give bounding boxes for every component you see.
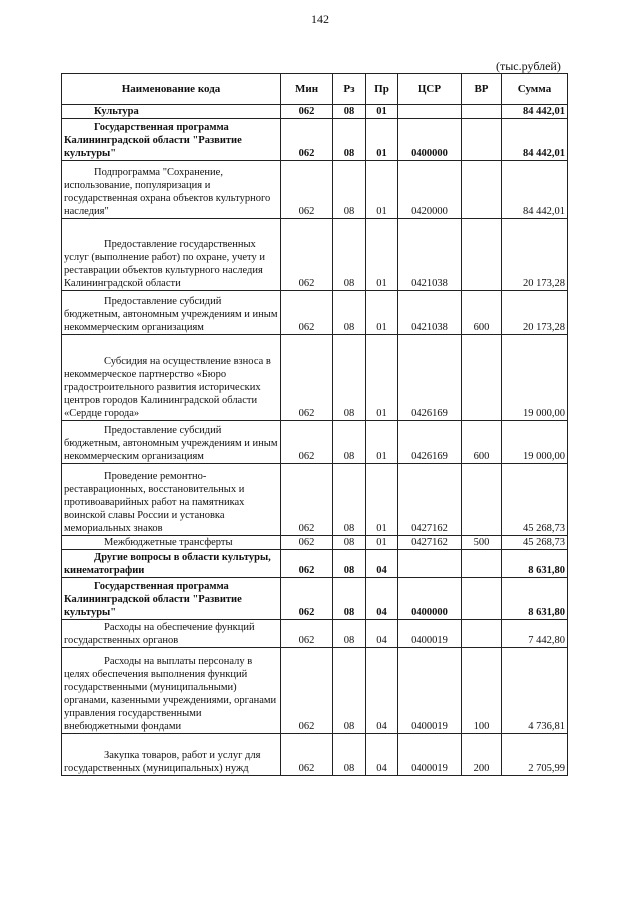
cell-csr: 0426169	[398, 335, 462, 421]
cell-csr: 0421038	[398, 291, 462, 335]
cell-csr: 0400000	[398, 119, 462, 161]
cell-csr: 0400019	[398, 648, 462, 734]
page-number: 142	[311, 12, 329, 26]
cell-vr: 600	[462, 291, 502, 335]
table-row	[62, 219, 568, 291]
header-sum: Сумма	[502, 74, 568, 105]
cell-name: Межбюджетные трансферты	[62, 536, 281, 550]
cell-name: Расходы на выплаты персоналу в целях обеспечения выполнения функций государственными (муниципальными) органами, казенными учреждениями, органами управления государственными внебюджетными фондами	[62, 648, 281, 734]
cell-min: 062	[281, 550, 333, 578]
cell-name: Подпрограмма "Сохранение, использование, популяризация и государственная охрана объектов культурного наследия"	[62, 161, 281, 219]
cell-csr	[398, 550, 462, 578]
header-name: Наименование кода	[62, 74, 281, 105]
cell-csr	[398, 105, 462, 119]
header-csr: ЦСР	[398, 74, 462, 105]
cell-pr: 01	[366, 161, 398, 219]
cell-pr: 04	[366, 550, 398, 578]
cell-min: 062	[281, 648, 333, 734]
cell-rz: 08	[333, 335, 366, 421]
table-row	[62, 620, 568, 648]
cell-min: 062	[281, 335, 333, 421]
cell-pr: 01	[366, 219, 398, 291]
cell-min: 062	[281, 578, 333, 620]
cell-csr: 0420000	[398, 161, 462, 219]
cell-csr: 0427162	[398, 536, 462, 550]
cell-vr	[462, 464, 502, 536]
cell-rz: 08	[333, 536, 366, 550]
cell-sum: 2 705,99	[502, 734, 568, 776]
cell-min: 062	[281, 464, 333, 536]
cell-vr	[462, 161, 502, 219]
cell-name: Государственная программа Калининградской области "Развитие культуры"	[62, 119, 281, 161]
cell-min: 062	[281, 734, 333, 776]
cell-sum: 84 442,01	[502, 161, 568, 219]
cell-sum: 19 000,00	[502, 421, 568, 464]
cell-name: Культура	[62, 105, 281, 119]
cell-vr: 200	[462, 734, 502, 776]
cell-min: 062	[281, 536, 333, 550]
cell-sum: 45 268,73	[502, 536, 568, 550]
units-note: (тыс.рублей)	[496, 59, 561, 73]
cell-vr: 500	[462, 536, 502, 550]
cell-min: 062	[281, 219, 333, 291]
cell-name: Предоставление субсидий бюджетным, автономным учреждениям и иным некоммерческим организациям	[62, 421, 281, 464]
table-row	[62, 119, 568, 161]
cell-rz: 08	[333, 421, 366, 464]
cell-vr: 100	[462, 648, 502, 734]
cell-sum: 8 631,80	[502, 550, 568, 578]
cell-pr: 01	[366, 464, 398, 536]
cell-rz: 08	[333, 620, 366, 648]
cell-pr: 04	[366, 578, 398, 620]
cell-min: 062	[281, 421, 333, 464]
cell-name: Расходы на обеспечение функций государственных органов	[62, 620, 281, 648]
table-row	[62, 578, 568, 620]
header-vr: ВР	[462, 74, 502, 105]
cell-sum: 20 173,28	[502, 291, 568, 335]
cell-min: 062	[281, 105, 333, 119]
cell-sum: 8 631,80	[502, 578, 568, 620]
cell-sum: 45 268,73	[502, 464, 568, 536]
cell-pr: 04	[366, 734, 398, 776]
cell-name: Предоставление государственных услуг (выполнение работ) по охране, учету и реставрации объектов культурного наследия Калининградской области	[62, 219, 281, 291]
cell-pr: 01	[366, 291, 398, 335]
table-row	[62, 291, 568, 335]
cell-name: Предоставление субсидий бюджетным, автономным учреждениям и иным некоммерческим организациям	[62, 291, 281, 335]
cell-vr	[462, 550, 502, 578]
cell-csr: 0400019	[398, 734, 462, 776]
cell-sum: 20 173,28	[502, 219, 568, 291]
header-pr: Пр	[366, 74, 398, 105]
cell-rz: 08	[333, 105, 366, 119]
cell-pr: 01	[366, 536, 398, 550]
header-rz: Рз	[333, 74, 366, 105]
table-row	[62, 734, 568, 776]
cell-vr	[462, 620, 502, 648]
cell-rz: 08	[333, 291, 366, 335]
cell-name: Закупка товаров, работ и услуг для государственных (муниципальных) нужд	[62, 734, 281, 776]
table-row	[62, 421, 568, 464]
cell-pr: 01	[366, 119, 398, 161]
cell-pr: 04	[366, 620, 398, 648]
cell-sum: 7 442,80	[502, 620, 568, 648]
cell-min: 062	[281, 119, 333, 161]
cell-pr: 04	[366, 648, 398, 734]
table-row	[62, 464, 568, 536]
cell-csr: 0400000	[398, 578, 462, 620]
cell-min: 062	[281, 161, 333, 219]
cell-name: Другие вопросы в области культуры, кинематографии	[62, 550, 281, 578]
cell-csr: 0421038	[398, 219, 462, 291]
table-row	[62, 550, 568, 578]
cell-pr: 01	[366, 421, 398, 464]
cell-min: 062	[281, 291, 333, 335]
cell-rz: 08	[333, 119, 366, 161]
table-row	[62, 105, 568, 119]
cell-csr: 0400019	[398, 620, 462, 648]
table-row	[62, 536, 568, 550]
cell-vr	[462, 578, 502, 620]
cell-sum: 84 442,01	[502, 105, 568, 119]
cell-sum: 84 442,01	[502, 119, 568, 161]
cell-min: 062	[281, 620, 333, 648]
cell-vr	[462, 219, 502, 291]
cell-sum: 19 000,00	[502, 335, 568, 421]
cell-vr	[462, 119, 502, 161]
cell-vr	[462, 105, 502, 119]
cell-rz: 08	[333, 578, 366, 620]
cell-rz: 08	[333, 219, 366, 291]
cell-vr: 600	[462, 421, 502, 464]
cell-rz: 08	[333, 464, 366, 536]
cell-name: Проведение ремонтно-реставрационных, восстановительных и противоаварийных работ на памятниках воинской славы России и установка мемориальных знаков	[62, 464, 281, 536]
cell-rz: 08	[333, 734, 366, 776]
header-min: Мин	[281, 74, 333, 105]
cell-name: Субсидия на осуществление взноса в некоммерческое партнерство «Бюро градостроительного развития исторических центров городов Калининградской области «Сердце города»	[62, 335, 281, 421]
cell-csr: 0426169	[398, 421, 462, 464]
cell-pr: 01	[366, 335, 398, 421]
cell-csr: 0427162	[398, 464, 462, 536]
cell-name: Государственная программа Калининградской области "Развитие культуры"	[62, 578, 281, 620]
cell-rz: 08	[333, 648, 366, 734]
budget-table	[61, 73, 568, 776]
table-row	[62, 648, 568, 734]
cell-sum: 4 736,81	[502, 648, 568, 734]
cell-rz: 08	[333, 550, 366, 578]
table-header-row	[62, 74, 568, 105]
cell-vr	[462, 335, 502, 421]
table-row	[62, 335, 568, 421]
cell-rz: 08	[333, 161, 366, 219]
table-row	[62, 161, 568, 219]
cell-pr: 01	[366, 105, 398, 119]
